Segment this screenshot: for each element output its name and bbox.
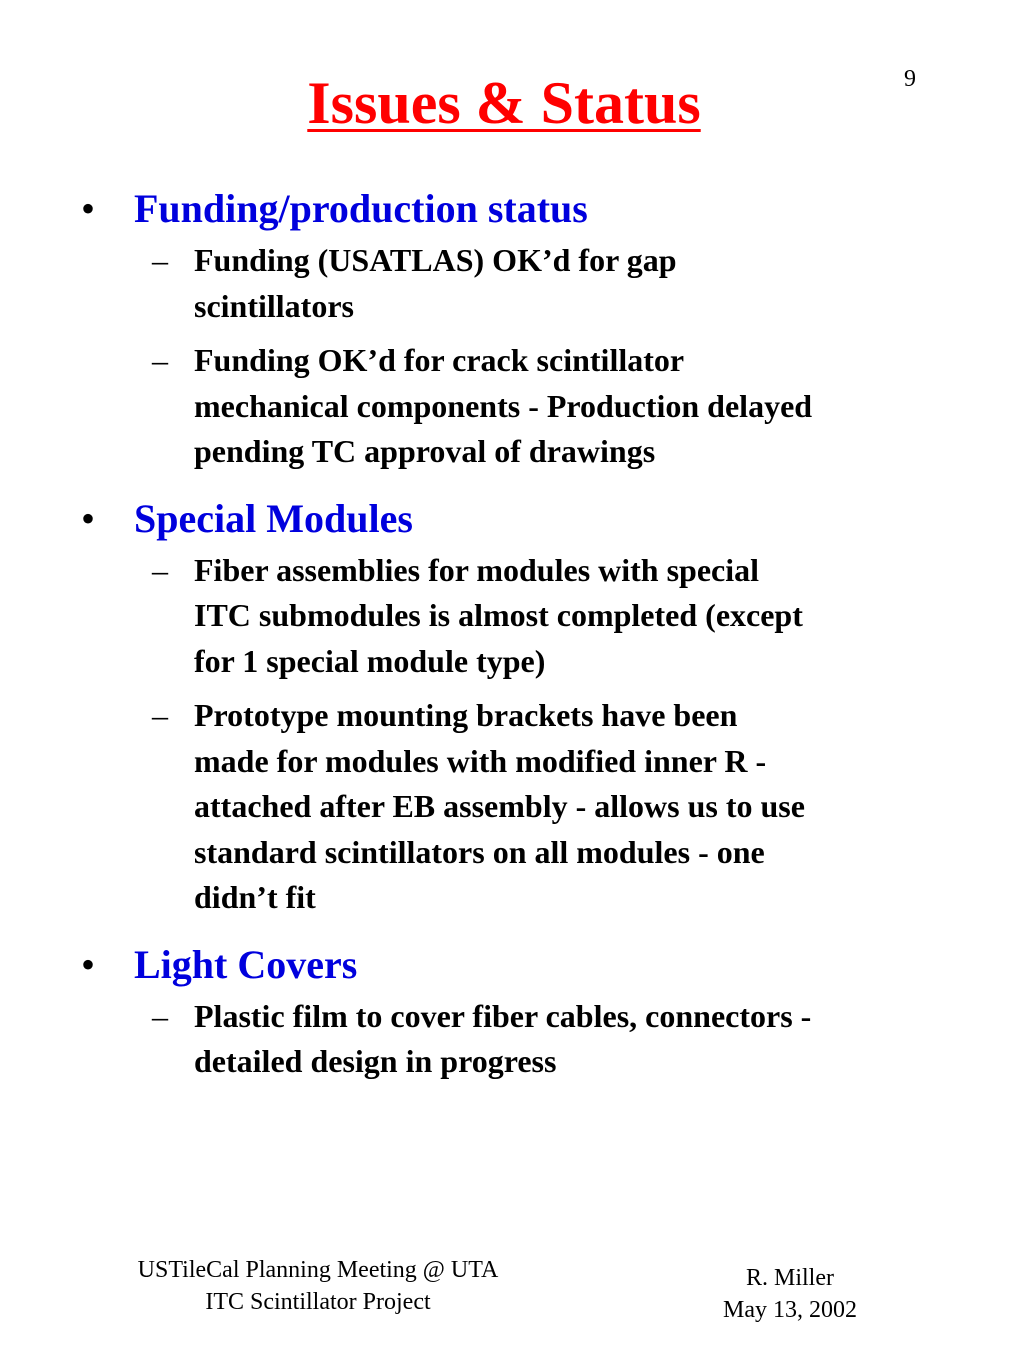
bullet-row (0, 178, 1024, 238)
bullet-row (0, 934, 1024, 994)
bullet-icon: • (81, 186, 96, 231)
sub-item-text: Funding OK’d for crack scintillator mechanical components - Production delayed pending TC approval of drawings (194, 342, 813, 469)
slide-content (0, 178, 1024, 1094)
section-light-covers (0, 934, 1024, 1085)
bullet-icon: • (81, 495, 96, 541)
dash-icon: – (152, 997, 168, 1034)
sub-item-text: Funding (USATLAS) OK’d for gap scintillators (194, 242, 677, 324)
dash-icon: – (152, 551, 168, 588)
bullet-heading: Light Covers (134, 941, 358, 987)
bullet-icon: • (81, 941, 96, 987)
sub-item (0, 548, 1024, 685)
section-funding (0, 178, 1024, 475)
section-special-modules (0, 488, 1024, 921)
sub-item (0, 238, 1024, 329)
sub-item (0, 693, 1024, 921)
slide-title: Issues & Status (307, 70, 701, 136)
footer-author-date: R. Miller May 13, 2002 (723, 1265, 857, 1323)
bullet-heading: Funding/production status (134, 186, 588, 231)
sub-item-text: Fiber assemblies for modules with special ITC submodules is almost completed (except for 1 special module type) (194, 551, 803, 679)
sub-item (0, 994, 1024, 1085)
dash-icon: – (152, 242, 168, 278)
footer-meeting: USTileCal Planning Meeting @ UTA ITC Scintillator Project (137, 1257, 499, 1315)
sub-list (0, 548, 1024, 921)
sub-list (0, 994, 1024, 1085)
sub-list (0, 238, 1024, 475)
sub-item-text: Prototype mounting brackets have been made for modules with modified inner R - attached after EB assembly - allows us to use standard scintillators on all modules - one didn’t fit (194, 697, 805, 915)
dash-icon: – (152, 342, 168, 378)
page-number: 9 (904, 66, 916, 92)
dash-icon: – (152, 697, 168, 733)
bullet-heading: Special Modules (134, 495, 413, 541)
bullet-row (0, 488, 1024, 548)
sub-item-text: Plastic film to cover fiber cables, connectors - detailed design in progress (194, 997, 812, 1079)
sub-item (0, 338, 1024, 475)
